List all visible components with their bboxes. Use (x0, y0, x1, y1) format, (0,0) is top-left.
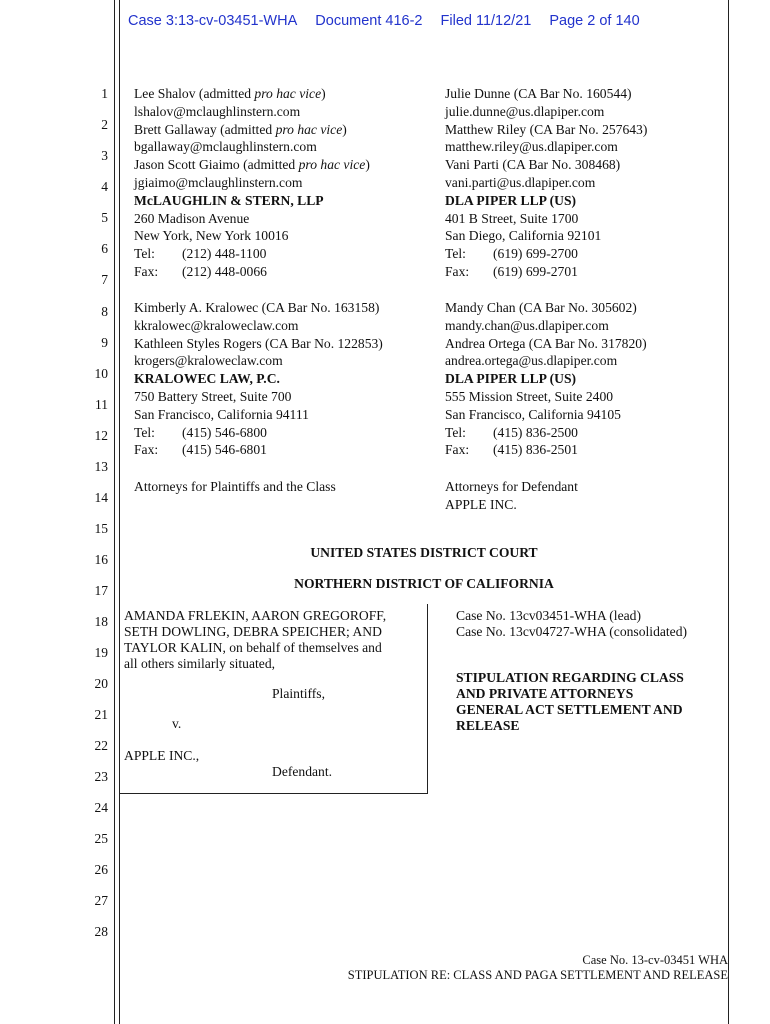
line-number: 23 (94, 769, 108, 784)
line-number: 26 (94, 862, 108, 877)
caption-plaintiffs: Plaintiffs, (272, 686, 325, 701)
line-number: 22 (94, 738, 108, 753)
firm-address: San Diego, California 92101 (445, 228, 602, 244)
caption-parties-line: TAYLOR KALIN, on behalf of themselves and (124, 640, 382, 655)
firm-name: KRALOWEC LAW, P.C. (134, 371, 280, 387)
line-number: 1 (101, 86, 108, 101)
firm-phone: Tel: (415) 546-6800 (134, 424, 267, 440)
line-number: 3 (101, 148, 108, 163)
line-number: 4 (101, 179, 108, 194)
counsel-email: mandy.chan@us.dlapiper.com (445, 317, 609, 333)
firm-phone: Tel: (619) 699-2700 (445, 246, 578, 262)
firm-address: 401 B Street, Suite 1700 (445, 210, 579, 226)
counsel-line: Andrea Ortega (CA Bar No. 317820) (445, 335, 647, 351)
line-number: 19 (94, 645, 108, 660)
counsel-email: vani.parti@us.dlapiper.com (445, 174, 596, 190)
counsel-line: Julie Dunne (CA Bar No. 160544) (445, 86, 632, 101)
plaintiff-role (134, 478, 336, 496)
counsel-line: Brett Gallaway (admitted pro hac vice) (134, 121, 347, 137)
left-margin-rule-outer (114, 0, 115, 1024)
defendant-counsel-dla-san-diego (445, 85, 647, 281)
footer-case-number: Case No. 13-cv-03451 WHA (582, 953, 728, 967)
line-number: 18 (94, 614, 108, 629)
counsel-email: krogers@kraloweclaw.com (134, 353, 283, 369)
firm-fax: Fax: (415) 546-6801 (134, 442, 267, 458)
line-number: 9 (101, 335, 108, 350)
case-number-consolidated: Case No. 13cv04727-WHA (consolidated) (456, 624, 688, 639)
defendant-role (445, 478, 578, 514)
line-number: 21 (94, 707, 108, 722)
case-number-lead: Case No. 13cv03451-WHA (lead) (456, 608, 641, 623)
right-margin-rule (728, 0, 729, 1024)
header-page-count: Page 2 of 140 (549, 13, 640, 29)
line-number: 8 (101, 304, 108, 319)
counsel-line: Lee Shalov (admitted pro hac vice) (134, 86, 326, 101)
line-number: 16 (94, 552, 108, 567)
header-case-number: Case 3:13-cv-03451-WHA (128, 13, 298, 29)
line-number: 7 (101, 272, 108, 287)
line-number: 13 (94, 459, 108, 474)
role-line: Attorneys for Plaintiffs and the Class (134, 479, 336, 494)
left-margin-rule-inner (119, 0, 120, 1024)
firm-phone: Tel: (415) 836-2500 (445, 424, 578, 440)
firm-address: San Francisco, California 94105 (445, 406, 621, 422)
line-number: 17 (94, 583, 108, 598)
header-filed-date: Filed 11/12/21 (440, 13, 532, 29)
line-number: 24 (94, 800, 108, 815)
firm-address: 555 Mission Street, Suite 2400 (445, 388, 614, 404)
line-number: 14 (94, 490, 108, 505)
line-number: 10 (94, 366, 108, 381)
caption-parties-line: AMANDA FRLEKIN, AARON GREGOROFF, (124, 608, 387, 623)
document-title-line: RELEASE (456, 718, 520, 733)
counsel-email: bgallaway@mclaughlinstern.com (134, 139, 317, 155)
document-title-line: STIPULATION REGARDING CLASS (456, 670, 684, 685)
firm-address: San Francisco, California 94111 (134, 406, 309, 422)
line-number: 6 (101, 241, 108, 256)
court-district: NORTHERN DISTRICT OF CALIFORNIA (294, 576, 554, 591)
line-number: 20 (94, 676, 108, 691)
plaintiff-counsel-mclaughlin (134, 85, 370, 281)
counsel-line: Kathleen Styles Rogers (CA Bar No. 122853) (134, 335, 383, 351)
counsel-line: Matthew Riley (CA Bar No. 257643) (445, 121, 648, 137)
caption-parties-line: all others similarly situated, (124, 656, 276, 671)
firm-fax: Fax: (212) 448-0066 (134, 263, 267, 279)
counsel-line: Kimberly A. Kralowec (CA Bar No. 163158) (134, 300, 380, 315)
line-number: 2 (101, 117, 108, 132)
header-document-number: Document 416-2 (315, 13, 423, 29)
caption-parties-line: SETH DOWLING, DEBRA SPEICHER; AND (124, 624, 382, 639)
footer-title: STIPULATION RE: CLASS AND PAGA SETTLEMENT AND RELEASE (347, 968, 728, 982)
case-numbers (456, 608, 687, 640)
firm-fax: Fax: (619) 699-2701 (445, 263, 578, 279)
line-number: 25 (94, 831, 108, 846)
caption-parties (124, 608, 386, 672)
counsel-email: jgiaimo@mclaughlinstern.com (134, 174, 303, 190)
firm-name: DLA PIPER LLP (US) (445, 192, 577, 208)
firm-fax: Fax: (415) 836-2501 (445, 442, 578, 458)
role-line: Attorneys for Defendant (445, 479, 578, 494)
plaintiff-counsel-kralowec (134, 299, 383, 459)
firm-name: McLAUGHLIN & STERN, LLP (134, 192, 324, 208)
counsel-email: matthew.riley@us.dlapiper.com (445, 139, 618, 155)
document-title-line: GENERAL ACT SETTLEMENT AND (456, 702, 683, 717)
line-number: 11 (95, 397, 108, 412)
caption-defendant: Defendant. (272, 764, 333, 779)
caption-versus: v. (172, 716, 182, 731)
line-number: 27 (94, 893, 108, 908)
counsel-email: julie.dunne@us.dlapiper.com (445, 103, 605, 119)
line-number: 12 (94, 428, 108, 443)
role-line: APPLE INC. (445, 496, 517, 512)
counsel-line: Mandy Chan (CA Bar No. 305602) (445, 300, 637, 315)
firm-address: New York, New York 10016 (134, 228, 289, 244)
counsel-email: andrea.ortega@us.dlapiper.com (445, 353, 618, 369)
counsel-email: lshalov@mclaughlinstern.com (134, 103, 301, 119)
counsel-line: Jason Scott Giaimo (admitted pro hac vice) (134, 157, 370, 173)
counsel-line: Vani Parti (CA Bar No. 308468) (445, 157, 621, 173)
line-number: 5 (101, 210, 108, 225)
document-title-line: AND PRIVATE ATTORNEYS (456, 686, 634, 701)
firm-address: 260 Madison Avenue (134, 210, 250, 226)
document-title (456, 670, 684, 734)
caption-defendant-name: APPLE INC., (124, 748, 200, 763)
firm-phone: Tel: (212) 448-1100 (134, 246, 267, 262)
defendant-counsel-dla-san-francisco (445, 299, 647, 459)
firm-address: 750 Battery Street, Suite 700 (134, 388, 292, 404)
firm-name: DLA PIPER LLP (US) (445, 371, 577, 387)
ecf-header (128, 13, 728, 29)
line-number: 28 (94, 924, 108, 939)
court-name: UNITED STATES DISTRICT COURT (310, 545, 538, 560)
line-number: 15 (94, 521, 108, 536)
counsel-email: kkralowec@kraloweclaw.com (134, 317, 299, 333)
